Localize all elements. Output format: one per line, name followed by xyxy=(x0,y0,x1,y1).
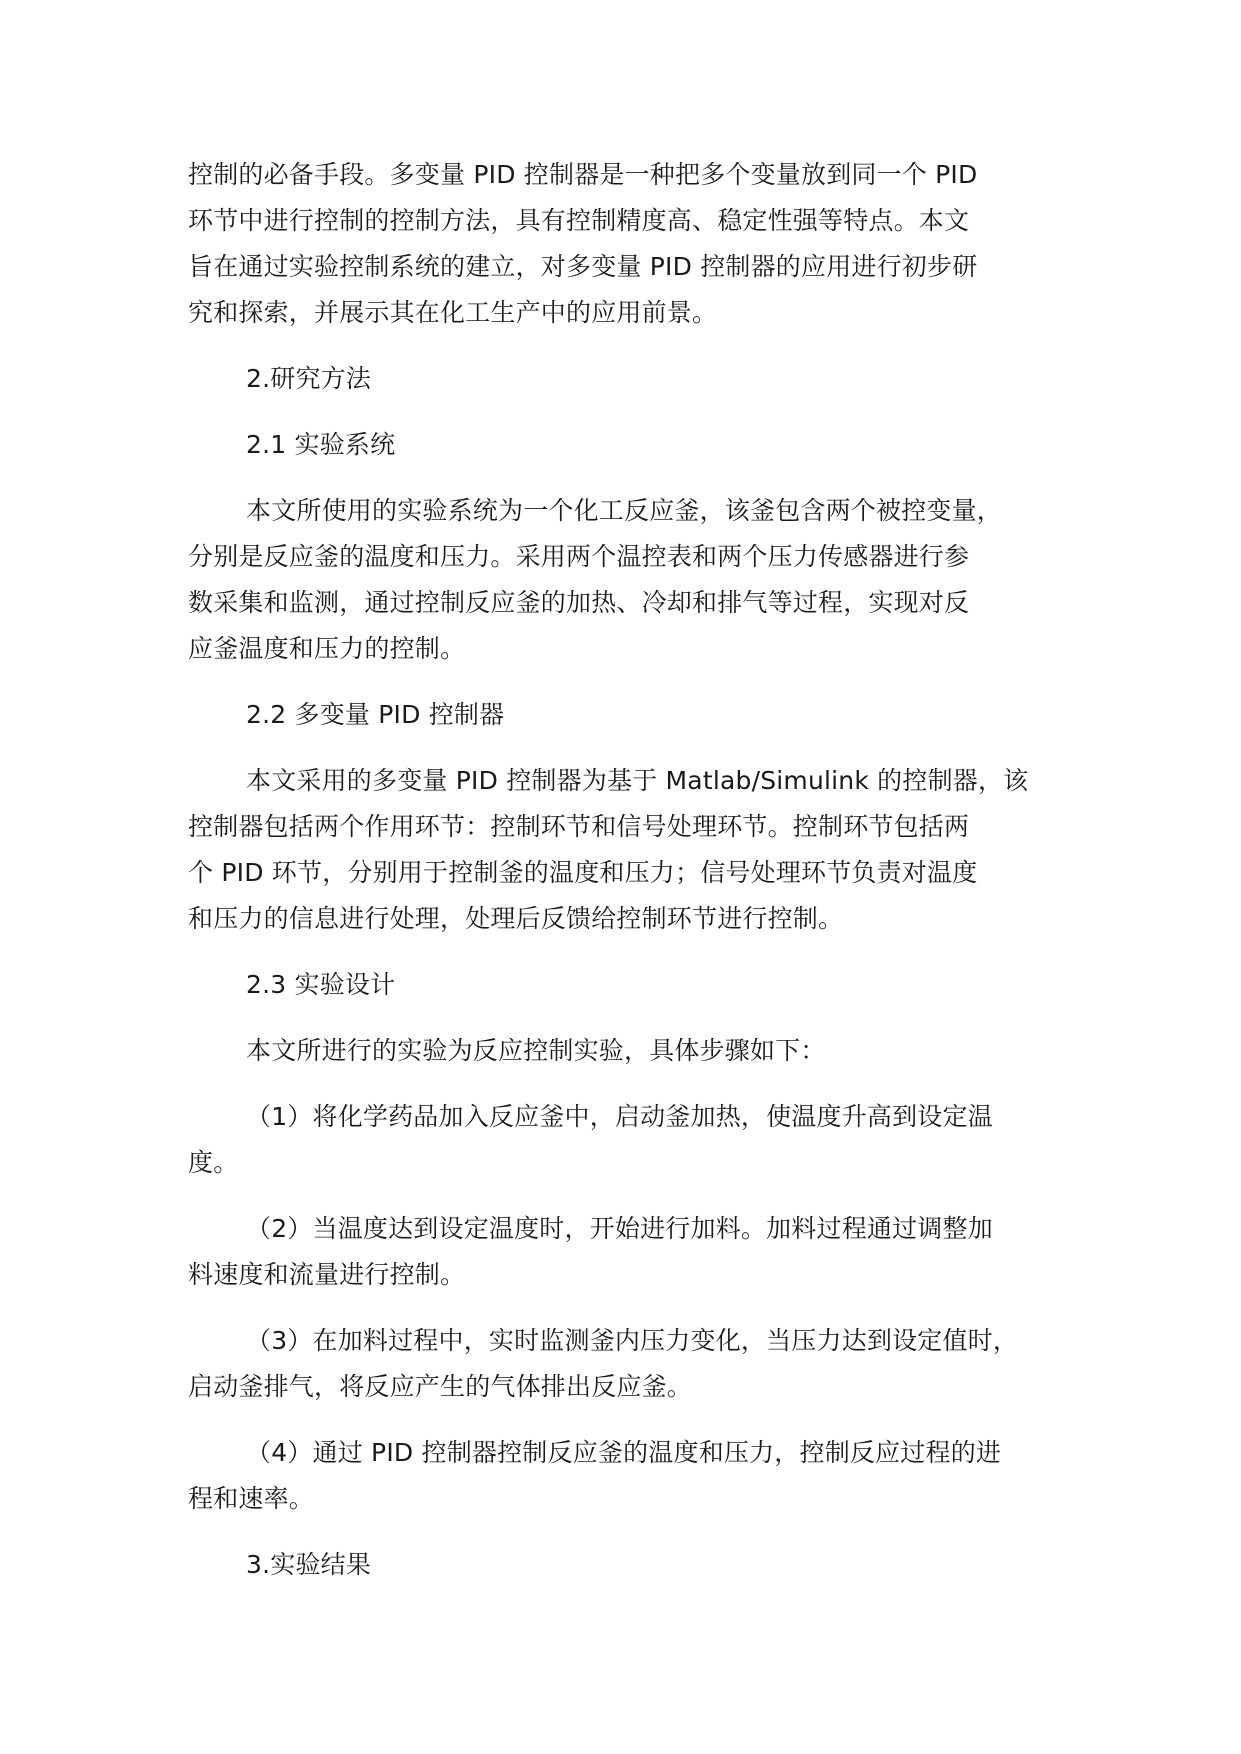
text-line: 旨在通过实验控制系统的建立，对多变量 PID 控制器的应用进行初步研 xyxy=(188,252,978,281)
text-line: （3）在加料过程中，实时监测釜内压力变化，当压力达到设定值时， xyxy=(246,1326,1019,1355)
text-line: 控制器包括两个作用环节：控制环节和信号处理环节。控制环节包括两 xyxy=(188,812,970,841)
text-line: 分别是反应釜的温度和压力。采用两个温控表和两个压力传感器进行参 xyxy=(188,542,970,571)
text-line: 本文采用的多变量 PID 控制器为基于 Matlab/Simulink 的控制器，该 xyxy=(246,766,1029,795)
text-line: 数采集和监测，通过控制反应釜的加热、冷却和排气等过程，实现对反 xyxy=(188,588,970,617)
section-heading-experimental-system: 2.1 实验系统 xyxy=(246,430,396,459)
text-line: （2）当温度达到设定温度时，开始进行加料。加料过程通过调整加 xyxy=(246,1214,993,1243)
body-text xyxy=(188,152,1088,1608)
step-item xyxy=(188,1206,1088,1298)
step-item xyxy=(188,1430,1088,1522)
text-line: 个 PID 环节，分别用于控制釜的温度和压力；信号处理环节负责对温度 xyxy=(188,858,978,887)
step-item xyxy=(188,1318,1088,1410)
text-line: 度。 xyxy=(188,1148,239,1177)
experiment-design-intro xyxy=(188,1028,1088,1074)
text-line: 本文所进行的实验为反应控制实验，具体步骤如下： xyxy=(246,1036,826,1065)
text-line: 应釜温度和压力的控制。 xyxy=(188,634,466,663)
experimental-system-paragraph xyxy=(188,488,1088,672)
pid-controller-paragraph xyxy=(188,758,1088,942)
step-item xyxy=(188,1094,1088,1186)
section-heading-pid-controller: 2.2 多变量 PID 控制器 xyxy=(246,700,505,729)
text-line: 环节中进行控制的控制方法，具有控制精度高、稳定性强等特点。本文 xyxy=(188,206,970,235)
text-line: 和压力的信息进行处理，处理后反馈给控制环节进行控制。 xyxy=(188,904,844,933)
text-line: 究和探索，并展示其在化工生产中的应用前景。 xyxy=(188,298,718,327)
text-line: 料速度和流量进行控制。 xyxy=(188,1260,466,1289)
text-line: （1）将化学药品加入反应釜中，启动釜加热，使温度升高到设定温 xyxy=(246,1102,993,1131)
section-heading-experiment-design: 2.3 实验设计 xyxy=(246,970,396,999)
section-heading-research-methods: 2.研究方法 xyxy=(246,364,372,393)
text-line: 程和速率。 xyxy=(188,1484,315,1513)
text-line: 控制的必备手段。多变量 PID 控制器是一种把多个变量放到同一个 PID xyxy=(188,160,978,189)
text-line: （4）通过 PID 控制器控制反应釜的温度和压力，控制反应过程的进 xyxy=(246,1438,1002,1467)
text-line: 启动釜排气，将反应产生的气体排出反应釜。 xyxy=(188,1372,693,1401)
text-line: 本文所使用的实验系统为一个化工反应釜，该釜包含两个被控变量， xyxy=(246,496,1003,525)
section-heading-experiment-results: 3.实验结果 xyxy=(246,1550,372,1579)
intro-paragraph xyxy=(188,152,1088,336)
